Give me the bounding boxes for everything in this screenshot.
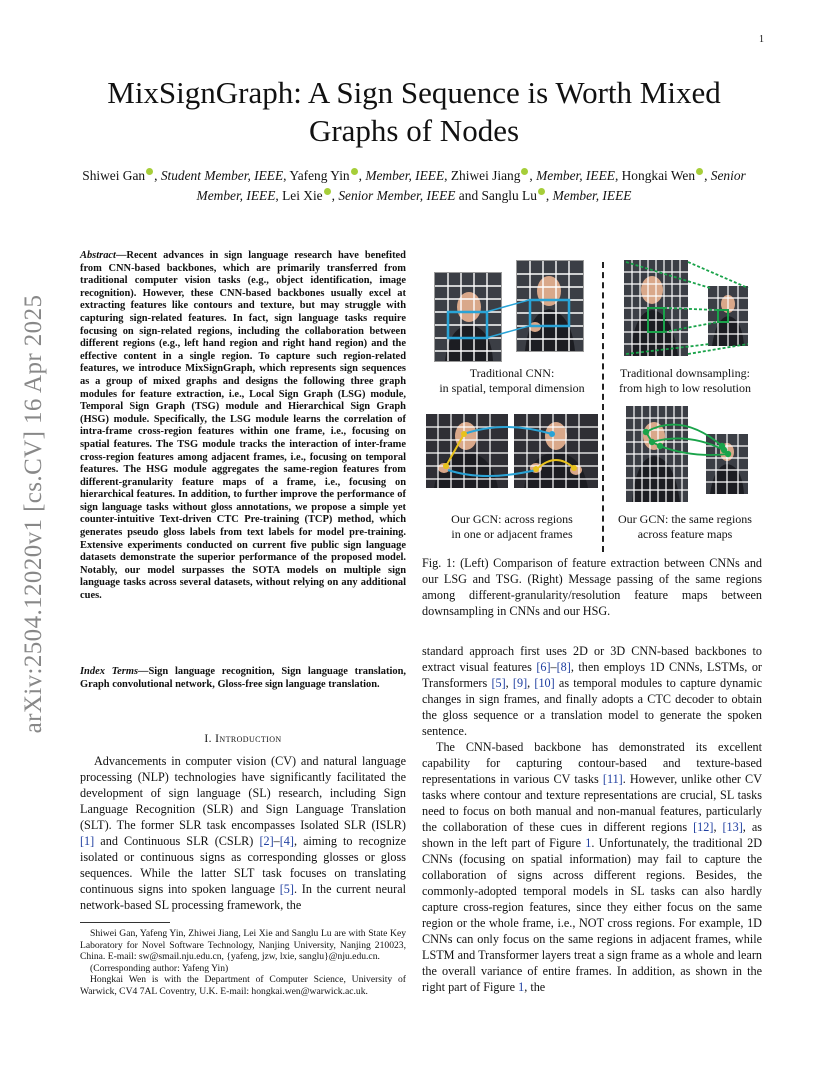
cnn-temporal-connector	[422, 252, 602, 372]
citation-link[interactable]: [12]	[693, 820, 714, 834]
footnote-divider	[80, 922, 170, 923]
panel-caption-line: Our GCN: across regions	[451, 512, 573, 526]
body-text: Advancements in computer vision (CV) and natural language processing (NLP) technologies have significantly facilitated the development of sign language (SL) research, including Sign Language Recognition (SLR) and Sign Language Translation (SLT). The former SLR task encompasses Isolated SLR (ISLR)	[80, 754, 406, 832]
body-text: , as shown in the left part of Figure	[422, 820, 762, 850]
author-name: Hongkai Wen	[621, 168, 696, 183]
orcid-icon[interactable]	[696, 168, 703, 175]
gcn-regions-illustration	[424, 412, 600, 492]
author-affiliation: Member, IEEE	[552, 188, 632, 203]
section-heading: I. Introduction	[204, 733, 282, 745]
panel-caption-line: in spatial, temporal dimension	[439, 381, 585, 395]
figure-caption-label: Fig. 1:	[422, 556, 456, 570]
body-text: –	[273, 834, 280, 848]
body-text: as temporal modules to capture dynamic changes in sign frames, and finally adopts a CTC decoder to obtain the gloss sequence or a translation model to generate the spoken sentence.	[422, 676, 763, 738]
downsampling-illustration	[612, 258, 762, 368]
page-number: 1	[759, 34, 764, 45]
footnote: Hongkai Wen is with the Department of Computer Science, University of Warwick, CV4 7AL Coventry, U.K. E-mail: hongkai.wen@warwick.ac.uk.	[80, 974, 406, 997]
abstract-label: Abstract	[80, 250, 116, 261]
body-text: and Continuous SLR (CSLR)	[94, 834, 260, 848]
panel-caption	[422, 366, 602, 396]
body-text: The CNN-based backbone has demonstrated its excellent capability for capturing contour-based and texture-based representations in various CV tasks	[422, 740, 762, 786]
abstract: Abstract—Recent advances in sign language research have benefited from CNN-based backbones, which are primarily transferred from traditional computer vision tasks (e.g., object identification, image recognition). However, these CNN-based backbones usually excel at extracting features like contours and texture, but may struggle with capturing sign-related features. In fact, sign language tasks require focusing on sign-related regions, including the collaboration between different regions (e.g., left hand region and right hand region) and the effective content in a single region. To capture such region-related features, we introduce MixSignGraph, which represents sign sequences as a group of mixed graphs and designs the following three graph modules for feature extraction, i.e., Local Sign Graph (LSG) module, Temporal Sign Graph (TSG) module and Hierarchical Sign Graph (HSG) module. Specifically, the LSG module learns the correlation of intra-frame cross-region features within one frame, i.e., focusing on spatial features. The TSG module tracks the interaction of inter-frame cross-region features among adjacent frames, i.e., focusing on temporal features. The HSG module aggregates the same-region features from different-granularity feature maps of a frame, i.e., focusing on hierarchical features. In addition, to further improve the performance of sign language tasks without gloss annotations, we propose a simple yet counter-intuitive Text-driven CTC Pre-training (TCP) method, which generates pseudo gloss labels from text labels for model pre-training. Extensive experiments conducted on current five public sign language datasets demonstrate the superior performance of the proposed model. Notably, our model surpasses the SOTA models on multiple sign language tasks across several datasets, without relying on any additional cues.	[80, 250, 406, 602]
body-text: ,	[713, 820, 723, 834]
citation-link[interactable]: [10]	[534, 676, 555, 690]
body-text: , then employs 1D CNNs, LSTMs, or Transformers	[422, 660, 762, 690]
footnotes	[80, 928, 406, 998]
footnote: (Corresponding author: Yafeng Yin)	[90, 962, 229, 974]
gcn-hierarchy-illustration	[612, 402, 762, 512]
panel-caption	[604, 512, 766, 542]
citation-link[interactable]: [8]	[556, 660, 571, 674]
body-text: ,	[527, 676, 535, 690]
author-name: Shiwei Gan	[82, 168, 146, 183]
body-text: ,	[505, 676, 513, 690]
orcid-icon[interactable]	[351, 168, 358, 175]
author-name: Zhiwei Jiang	[450, 168, 521, 183]
author-affiliation: Student Member, IEEE	[160, 168, 284, 183]
panel-caption-line: Traditional downsampling:	[620, 366, 750, 380]
intro-paragraph	[422, 643, 762, 739]
body-text: . However, unlike other CV tasks where contour and texture representations are crucial, SL tasks need to focus on both manual and non-manual features, particularly the collaboration of these cues in different regions	[422, 772, 762, 834]
index-terms: Index Terms—Sign language recognition, Sign language translation, Graph convolutional network, Gloss-free sign language translation.	[80, 666, 406, 690]
figure-caption	[422, 555, 762, 619]
orcid-icon[interactable]	[324, 188, 331, 195]
author-name: Lei Xie	[282, 188, 323, 203]
citation-link[interactable]: [9]	[512, 676, 528, 690]
abstract-text: Recent advances in sign language research have benefited from CNN-based backbones, which are primarily transferred from traditional computer vision tasks (e.g., object identification, image recognition). However, these CNN-based backbones usually excel at extracting features like contours and texture, but may struggle with capturing sign-related features. In fact, sign language tasks require focusing on sign-related regions, including the collaboration between different regions (e.g., left hand region and right hand region) and the effective content in a single region. To capture such region-related features, we introduce MixSignGraph, which represents sign sequences as a group of mixed graphs and designs the following three graph modules for feature extraction, i.e., Local Sign Graph (LSG) module, Temporal Sign Graph (TSG) module and Hierarchical Sign Graph (HSG) module. Specifically, the LSG module learns the correlation of intra-frame cross-region features within one frame, i.e., focusing on spatial features. The TSG module tracks the interaction of inter-frame cross-region features among adjacent frames, i.e., focusing on temporal features. The HSG module aggregates the same-region features from different-granularity feature maps of a frame, i.e., focusing on hierarchical features. In addition, to further improve the performance of sign language tasks without gloss annotations, we propose a simple yet counter-intuitive Text-driven CTC Pre-training (TCP) method, which generates pseudo gloss labels from text labels for model pre-training. Extensive experiments conducted on current five public sign language datasets demonstrate the superior performance of the proposed model. Notably, our model surpasses the SOTA models on multiple sign language tasks across several datasets, without relying on any additional cues.	[80, 250, 406, 602]
panel-caption-line: across feature maps	[637, 527, 733, 541]
arxiv-stamp: arXiv:2504.12020v1 [cs.CV] 16 Apr 2025	[20, 294, 47, 734]
figure-caption-text: (Left) Comparison of feature extraction between CNNs and our LSG and TSG. (Right) Message passing of the same regions among different-granularity/resolution feature maps between downsampling in CNNs and our HSG.	[422, 556, 763, 618]
orcid-icon[interactable]	[521, 168, 528, 175]
citation-link[interactable]: [6]	[536, 660, 551, 674]
author-name: Yafeng Yin	[289, 168, 350, 183]
panel-caption-line: Traditional CNN:	[469, 366, 555, 380]
citation-link[interactable]: [11]	[602, 772, 623, 786]
body-text: standard approach first uses 2D or 3D CNN-based backbones to extract visual features	[422, 644, 762, 674]
orcid-icon[interactable]	[538, 188, 545, 195]
figure-divider	[602, 262, 604, 552]
citation-link[interactable]: [4]	[279, 834, 294, 848]
body-text: . In the current neural network-based SL processing framework, the	[80, 882, 406, 912]
figure-1	[422, 252, 766, 552]
index-terms-text: Sign language recognition, Sign language translation, Graph convolutional network, Gloss-free sign language translation.	[80, 666, 406, 690]
panel-caption-line: Our GCN: the same regions	[618, 512, 752, 526]
figure-link[interactable]: 1	[585, 836, 592, 850]
body-text: . Unfortunately, the traditional 2D CNNs (focusing on spatial information) may fail to capture the collaboration of signs across different regions. Besides, the commonly-adopted temporal models in SL tasks can also hardly capture cross-region features, since they either focus on the same region or the whole frame, i.e., NOT cross regions. For example, 1D CNNs can only focus on the same regions in adjacent frames, while LSTM and Transformer layers treat a sign frame as a whole and learn the overall variance of entire frames. In addition, as shown in the right part of Figure	[422, 836, 762, 994]
panel-caption-line: in one or adjacent frames	[451, 527, 573, 541]
citation-link[interactable]: [13]	[722, 820, 743, 834]
orcid-icon[interactable]	[146, 168, 153, 175]
author-affiliation: Member, IEEE	[365, 168, 445, 183]
intro-right-column	[422, 643, 762, 995]
footnote: Shiwei Gan, Yafeng Yin, Zhiwei Jiang, Lei Xie and Sanglu Lu are with State Key Laboratory for Novel Software Technology, Nanjing University, Nanjing 210023, China. E-mail: sw@smail.nju.edu.cn, {yafeng, jzw, lxie, sanglu}@nju.edu.cn.	[80, 928, 406, 963]
body-text: , aiming to recognize isolated or continuous signs as corresponding glosses or gloss sequences. While the latter SLT task focuses on translating continuous signs into spoken language	[80, 834, 406, 896]
panel-caption	[422, 512, 602, 542]
body-text: , the	[524, 980, 546, 994]
panel-caption	[604, 366, 766, 396]
panel-caption-line: from high to low resolution	[619, 381, 751, 395]
figure-link[interactable]: 1	[518, 980, 525, 994]
index-terms-label: Index Terms	[80, 666, 139, 677]
author-list: Shiwei Gan , Student Member, IEEE, Yafeng Yin , Member, IEEE, Zhiwei Jiang , Member, IEEE, Hongkai Wen , Senior Member, IEEE, Lei Xie , Senior Member, IEEE and Sanglu Lu , Member, IEEE	[82, 168, 746, 203]
body-text: –	[550, 660, 557, 674]
author-affiliation: Senior Member, IEEE	[196, 168, 746, 203]
citation-link[interactable]: [5]	[491, 676, 506, 690]
citation-link[interactable]: [1]	[80, 834, 95, 848]
intro-paragraph	[422, 739, 762, 995]
author-name: Sanglu Lu	[481, 188, 537, 203]
paper-title: MixSignGraph: A Sign Sequence is Worth Mixed Graphs of Nodes	[107, 75, 721, 148]
author-affiliation: Member, IEEE	[536, 168, 615, 183]
citation-link[interactable]: [2]	[259, 834, 274, 848]
citation-link[interactable]: [5]	[279, 882, 294, 896]
intro-paragraph	[80, 753, 406, 913]
author-affiliation: Senior Member, IEEE	[338, 188, 456, 203]
